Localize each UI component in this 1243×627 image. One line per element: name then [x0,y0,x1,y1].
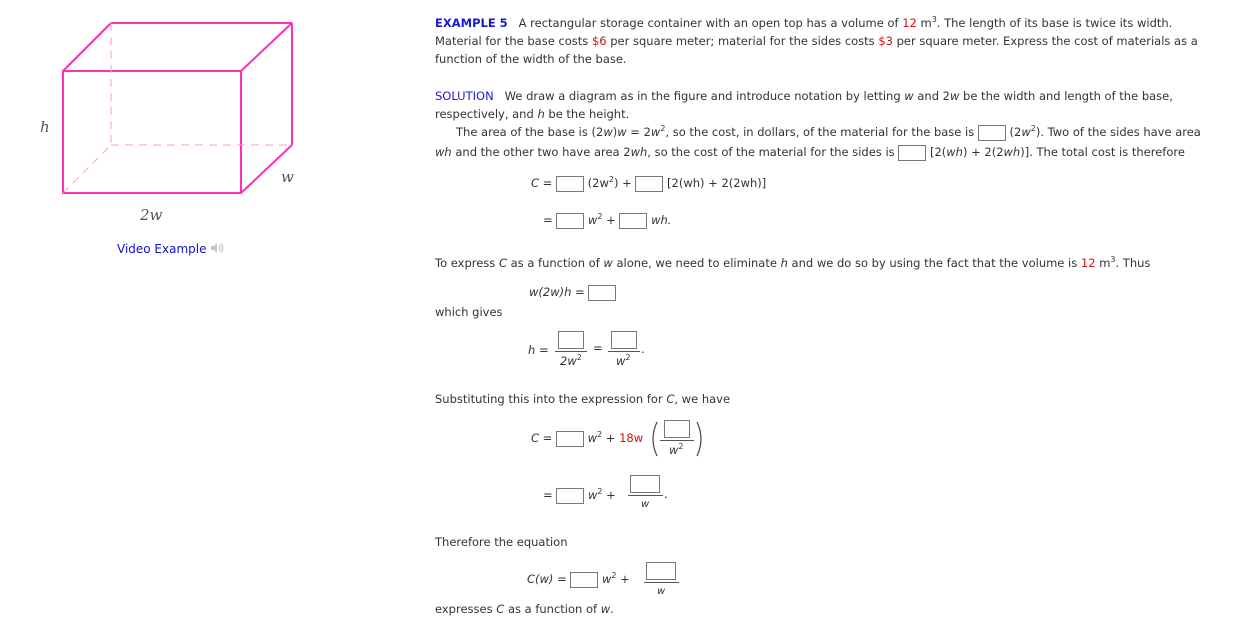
base-cost-input[interactable] [978,125,1006,141]
speaker-icon [210,242,226,254]
final-num-input[interactable] [646,562,676,580]
cost-eq1-input-a[interactable] [556,176,584,192]
solution-paragraph: SOLUTION We draw a diagram as in the figure and introduce notation by letting w and 2w be the width and length of the base, respectively, and h be the height. [435,89,1173,121]
height-den-a: $2w^2$ [560,353,582,368]
side-cost-line: wh and the other two have area 2wh, so the cost of the material for the sides is [2(wh) + 2(2wh)]. The total cost is therefore [435,145,1185,159]
right-paren-icon [695,421,705,457]
volume-equation: w(2w)h = [529,283,616,301]
cost-equation-1: $C = (2w^2) + [2(wh) + 2(2wh)]$ [531,175,767,190]
expresses-text: expresses C as a function of w. [435,602,614,616]
cost-equation-3: $C = w^2 + 18w$ [531,430,644,445]
cost-eq1-input-b[interactable] [635,176,663,192]
cost-eq4-den: w [641,499,650,510]
cost-eq2-input-a[interactable] [556,213,584,229]
cost-eq4-input-a[interactable] [556,488,584,504]
box-diagram [0,0,420,260]
cost-eq4-num-input[interactable] [630,475,660,493]
length-label: 2w [140,206,163,224]
therefore-text: Therefore the equation [435,535,568,549]
final-input-a[interactable] [570,572,598,588]
cost-eq4-dot: . [664,487,668,501]
height-num-input-b[interactable] [611,331,637,349]
cost-equation-2: = $w^2$ + wh. [543,212,672,227]
cost-eq2-input-b[interactable] [619,213,647,229]
height-equation: h = [528,343,549,357]
video-example-link[interactable]: Video Example [117,242,226,256]
side-cost-input[interactable] [898,145,926,161]
final-den: w [657,586,666,597]
volume-input[interactable] [588,285,616,301]
height-dot: . [641,342,645,356]
solution-heading: SOLUTION [435,89,494,103]
example-paragraph: EXAMPLE 5 A rectangular storage container with an open top has a volume of 12 $m^3$. The length of its base is twice its width. Material for the base costs $6 per square meter; material for the sides costs $3 per square meter. Express the cost of materials as a function of the width of the base. [435,15,1198,66]
cost-eq3-num-input[interactable] [664,420,690,438]
height-label: h [40,118,50,136]
base-cost-line: The area of the base is $(2w)w = 2w^2$, so the cost, in dollars, of the material for the base is $(2w^2)$. Two of the sides have area [456,124,1201,139]
height-eq-sign: = [593,341,603,355]
which-gives-text: which gives [435,305,503,319]
height-den-b: $w^2$ [616,353,631,368]
express-paragraph: To express C as a function of w alone, we need to eliminate h and we do so by using the fact that the volume is 12 $m^3$. Thus [435,255,1151,270]
substituting-text: Substituting this into the expression for C, we have [435,392,731,406]
final-cost-function: $C(w) = w^2$ + [527,571,630,586]
cost-equation-4: = $w^2$ + [543,487,616,502]
cost-eq3-input-a[interactable] [556,431,584,447]
left-paren-icon [649,421,659,457]
cost-eq3-den: $w^2$ [669,442,684,457]
height-num-input-a[interactable] [558,331,584,349]
example-heading: EXAMPLE 5 [435,16,508,30]
width-label: w [281,168,294,186]
